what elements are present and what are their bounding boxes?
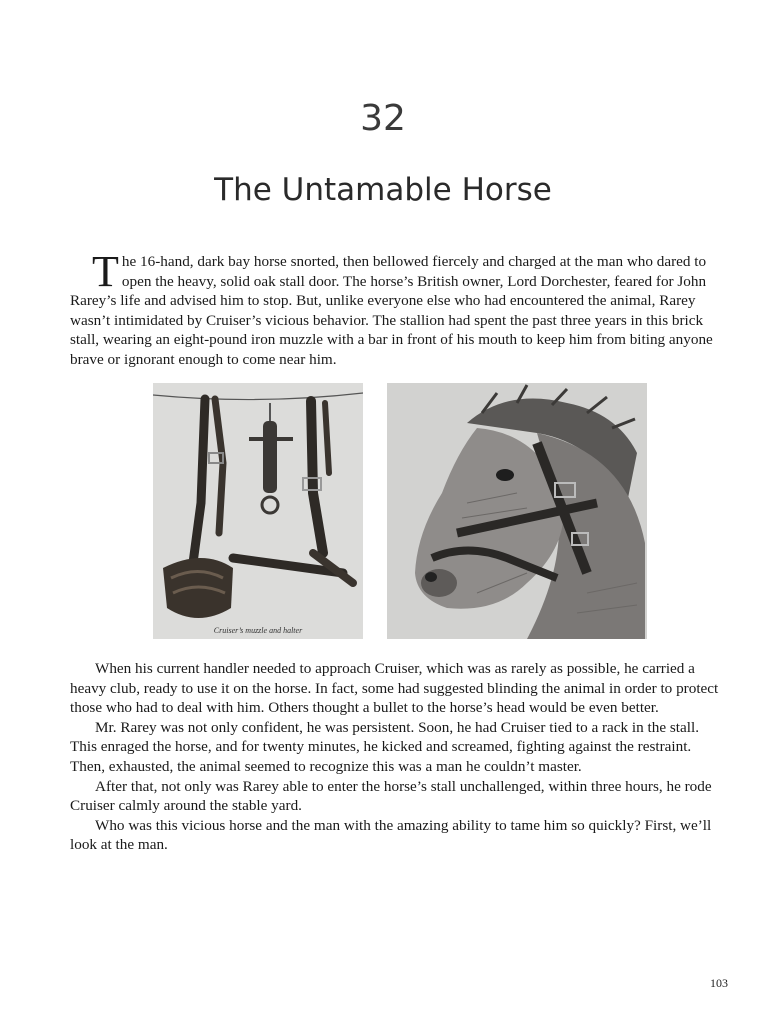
muzzle-halter-photo: [153, 383, 363, 639]
chapter-title: The Untamable Horse: [214, 172, 552, 208]
intro-text: he 16-hand, dark bay horse snorted, then bellowed fiercely and charged at the man who dared to open the heavy, solid oak stall door. The horse’s British owner, Lord Dorchester, feared for John Rarey’s life and advised him to stop. But, unlike everyone else who had encountered the animal, Rarey wasn’t intimidated by Cruiser’s vicious behavior. The stallion had spent the past three years in this brick stall, wearing an eight-pound iron muzzle with a bar in front of his mouth to keep him from biting anyone brave or ignorant enough to come near him.: [70, 253, 713, 368]
horse-head-engraving: [387, 383, 647, 639]
paragraph: After that, not only was Rarey able to enter the horse’s stall unchallenged, within three hours, he rode Cruiser calmly around the stable yard.: [70, 777, 712, 815]
figure-caption: Cruiser’s muzzle and halter: [213, 626, 303, 635]
paragraph: When his current handler needed to approach Cruiser, which was as rarely as possible, he carried a heavy club, ready to use it on the horse. In fact, some had suggested blinding the animal in order to protect those who had to deal with him. Others thought a bullet to the horse’s head would be even better.: [70, 660, 719, 717]
muzzle-halter-illustration: [153, 383, 363, 639]
horse-head-illustration: [387, 383, 647, 639]
drop-cap: T: [92, 247, 119, 296]
page-number: 103: [710, 976, 728, 990]
chapter-number: 32: [360, 98, 406, 139]
paragraph: Who was this vicious horse and the man with the amazing ability to tame him so quickly? First, we’ll look at the man.: [70, 816, 712, 854]
paragraph: Mr. Rarey was not only confident, he was persistent. Soon, he had Cruiser tied to a rack in the stall. This enraged the horse, and for twenty minutes, he kicked and screamed, fighting against the restraint. Then, exhausted, the animal seemed to recognize this was a man he couldn’t master.: [70, 718, 699, 775]
intro-paragraph: [70, 247, 722, 370]
body-text: [70, 659, 722, 855]
